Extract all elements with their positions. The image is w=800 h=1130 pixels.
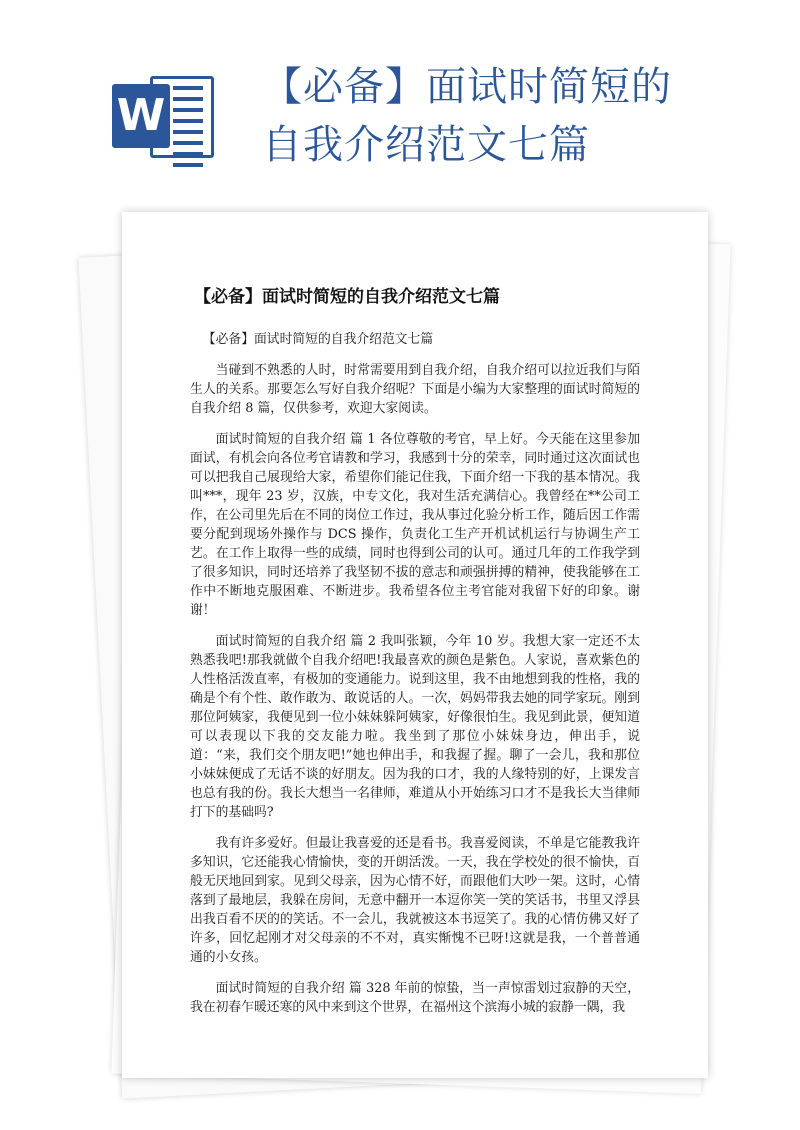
document-page: [122, 212, 708, 1078]
word-badge: W: [112, 84, 170, 148]
banner-title: [262, 58, 782, 174]
header-banner: [0, 0, 800, 210]
paragraph: 面试时简短的自我介绍 篇 1 各位尊敬的考官，早上好。今天能在这里参加面试，有机会向各位考官请教和学习，我感到十分的荣幸，同时通过这次面试也可以把我自己展现给大家，希望你们能记住我，下面介绍一下我的基本情况。我叫***，现年 23 岁，汉族，中专文化，我对生活充满信心。我曾经在**公司工作，在公司里先后在不同的岗位工作过，我从事过化验分析工作，随后因工作需要分配到现场外操作与 DCS 操作，负责化工生产开机试机运行与协调生产工艺。在工作上取得一些的成绩，同时也得到公司的认可。通过几年的工作我学到了很多知识，同时还培养了我坚韧不拔的意志和顽强拼搏的精神，使我能够在工作中不断地克服困难、不断进步。我希望各位主考官能对我留下好的印象。谢谢！: [190, 432, 640, 618]
word-icon: [112, 72, 216, 162]
document-body: [190, 330, 640, 1029]
document-title: 【必备】面试时简短的自我介绍范文七篇: [194, 287, 500, 307]
banner-title-line1: 【必备】面试时简短的: [262, 64, 672, 110]
banner-title-line2: 自我介绍范文七篇: [262, 122, 590, 168]
paragraph: 面试时简短的自我介绍 篇 328 年前的惊蛰，当一声惊雷划过寂静的天空，我在初春乍暖还寒的风中来到这个世界，在福州这个滨海小城的寂静一隅，我: [190, 981, 640, 1015]
paragraph: 当碰到不熟悉的人时，时常需要用到自我介绍，自我介绍可以拉近我们与陌生人的关系。那要怎么写好自我介绍呢？下面是小编为大家整理的面试时简短的自我介绍 8 篇，仅供参考，欢迎大家阅读。: [190, 363, 640, 416]
paragraph: 我有许多爱好。但最让我喜爱的还是看书。我喜爱阅读，不单是它能教我许多知识，它还能我心情愉快，变的开朗活泼。一天，我在学校处的很不愉快，百般无厌地回到家。见到父母亲，因为心情不好，而跟他们大吵一架。这时，心情落到了最地层，我躲在房间，无意中翻开一本逗你笑一笑的笑话书，书里又浮县出我百看不厌的的笑话。不一会儿，我就被这本书逗笑了。我的心情仿佛又好了许多，回忆起刚才对父母亲的不不对，真实惭愧不已呀!这就是我，一个普普通通的小女孩。: [190, 836, 640, 965]
paragraph: 【必备】面试时简短的自我介绍范文七篇: [202, 332, 434, 347]
paragraph: 面试时简短的自我介绍 篇 2 我叫张颖，今年 10 岁。我想大家一定还不太熟悉我吧!那我就做个自我介绍吧!我最喜欢的颜色是紫色。人家说，喜欢紫色的人性格活泼直率，有极加的变通能力。说到这里，我不由地想到我的性格，我的确是个有个性、敢作敢为、敢说话的人。一次，妈妈带我去她的同学家玩。刚到那位阿姨家，我便见到一位小妹妹躲阿姨家，好像很怕生。我见到此景，便知道可以表现以下我的交友能力啦。我坐到了那位小妹妹身边，伸出手，说道：“来，我们交个朋友吧!”她也伸出手，和我握了握。聊了一会儿，我和那位小妹妹便成了无话不谈的好朋友。因为我的口才，我的人缘特别的好，上课发言也总有我的份。我长大想当一名律师，难道从小开始练习口才不是我长大当律师打下的基础吗?: [190, 634, 640, 820]
